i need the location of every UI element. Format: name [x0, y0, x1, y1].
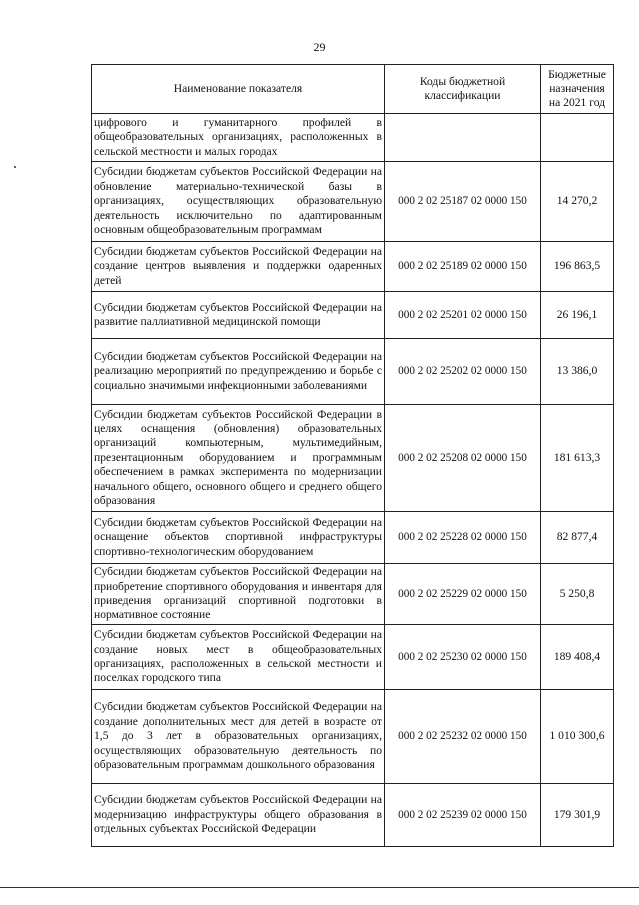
row-code: 000 2 02 25202 02 0000 150: [385, 339, 541, 405]
row-amount: 179 301,9: [541, 784, 614, 847]
row-amount: 181 613,3: [541, 405, 614, 512]
table-row: [92, 690, 614, 784]
row-name: цифрового и гуманитарного профилей в общеобразовательных организациях, расположенных в сельской местности и малых городах: [92, 114, 385, 162]
row-amount: 82 877,4: [541, 512, 614, 564]
table-row: [92, 114, 614, 162]
row-code: 000 2 02 25239 02 0000 150: [385, 784, 541, 847]
table-row: [92, 242, 614, 292]
row-name: Субсидии бюджетам субъектов Российской Федерации на обновление материально-технической базы в организациях, осуществляющих образовательную деятельность исключительно по адаптированным основным общеобразовательным программам: [92, 162, 385, 242]
row-code: 000 2 02 25232 02 0000 150: [385, 690, 541, 784]
row-amount: 189 408,4: [541, 625, 614, 690]
table-row: [92, 512, 614, 564]
page-number: 29: [313, 40, 326, 54]
row-amount: [541, 114, 614, 162]
row-code: 000 2 02 25228 02 0000 150: [385, 512, 541, 564]
row-code: 000 2 02 25201 02 0000 150: [385, 292, 541, 339]
row-code: 000 2 02 25208 02 0000 150: [385, 405, 541, 512]
table-row: [92, 339, 614, 405]
budget-table: [91, 64, 614, 847]
row-name: Субсидии бюджетам субъектов Российской Федерации на оснащение объектов спортивной инфраструктуры спортивно-технологическим оборудованием: [92, 512, 385, 564]
header-code: Коды бюджетной классификации: [385, 65, 541, 114]
row-name: Субсидии бюджетам субъектов Российской Федерации на реализацию мероприятий по предупреждению и борьбе с социально значимыми инфекционными заболеваниями: [92, 339, 385, 405]
row-code: 000 2 02 25229 02 0000 150: [385, 564, 541, 625]
row-amount: 26 196,1: [541, 292, 614, 339]
row-name: Субсидии бюджетам субъектов Российской Федерации на приобретение спортивного оборудования и инвентаря для приведения организаций спортивной подготовки в нормативное состояние: [92, 564, 385, 625]
row-name: Субсидии бюджетам субъектов Российской Федерации на создание центров выявления и поддержки одаренных детей: [92, 242, 385, 292]
row-amount: 196 863,5: [541, 242, 614, 292]
row-name: Субсидии бюджетам субъектов Российской Федерации на развитие паллиативной медицинской помощи: [92, 292, 385, 339]
row-code: 000 2 02 25189 02 0000 150: [385, 242, 541, 292]
row-name: Субсидии бюджетам субъектов Российской Федерации на создание дополнительных мест для детей в возрасте от 1,5 до 3 лет в образовательных организациях, осуществляющих образовательную деятельность по образовательным программам дошкольного образования: [92, 690, 385, 784]
row-amount: 14 270,2: [541, 162, 614, 242]
table-row: [92, 405, 614, 512]
row-amount: 5 250,8: [541, 564, 614, 625]
row-amount: 13 386,0: [541, 339, 614, 405]
row-code: [385, 114, 541, 162]
row-name: Субсидии бюджетам субъектов Российской Федерации в целях оснащения (обновления) образовательных организаций компьютерным, мультимедийным, презентационным оборудованием и программным обеспечением в рамках эксперимента по модернизации начального общего, основного общего и среднего общего образования: [92, 405, 385, 512]
header-row: [92, 65, 614, 114]
footer-rule: [0, 887, 639, 888]
table-row: [92, 292, 614, 339]
margin-speck: [14, 166, 16, 168]
row-name: Субсидии бюджетам субъектов Российской Федерации на модернизацию инфраструктуры общего образования в отдельных субъектах Российской Федерации: [92, 784, 385, 847]
table-row: [92, 162, 614, 242]
row-code: 000 2 02 25230 02 0000 150: [385, 625, 541, 690]
row-name: Субсидии бюджетам субъектов Российской Федерации на создание новых мест в общеобразовательных организациях, расположенных в сельской местности и поселках городского типа: [92, 625, 385, 690]
header-amount: Бюджетные назначения на 2021 год: [541, 65, 614, 114]
row-code: 000 2 02 25187 02 0000 150: [385, 162, 541, 242]
table-row: [92, 784, 614, 847]
row-amount: 1 010 300,6: [541, 690, 614, 784]
table-row: [92, 564, 614, 625]
header-name: Наименование показателя: [92, 65, 385, 114]
table-row: [92, 625, 614, 690]
